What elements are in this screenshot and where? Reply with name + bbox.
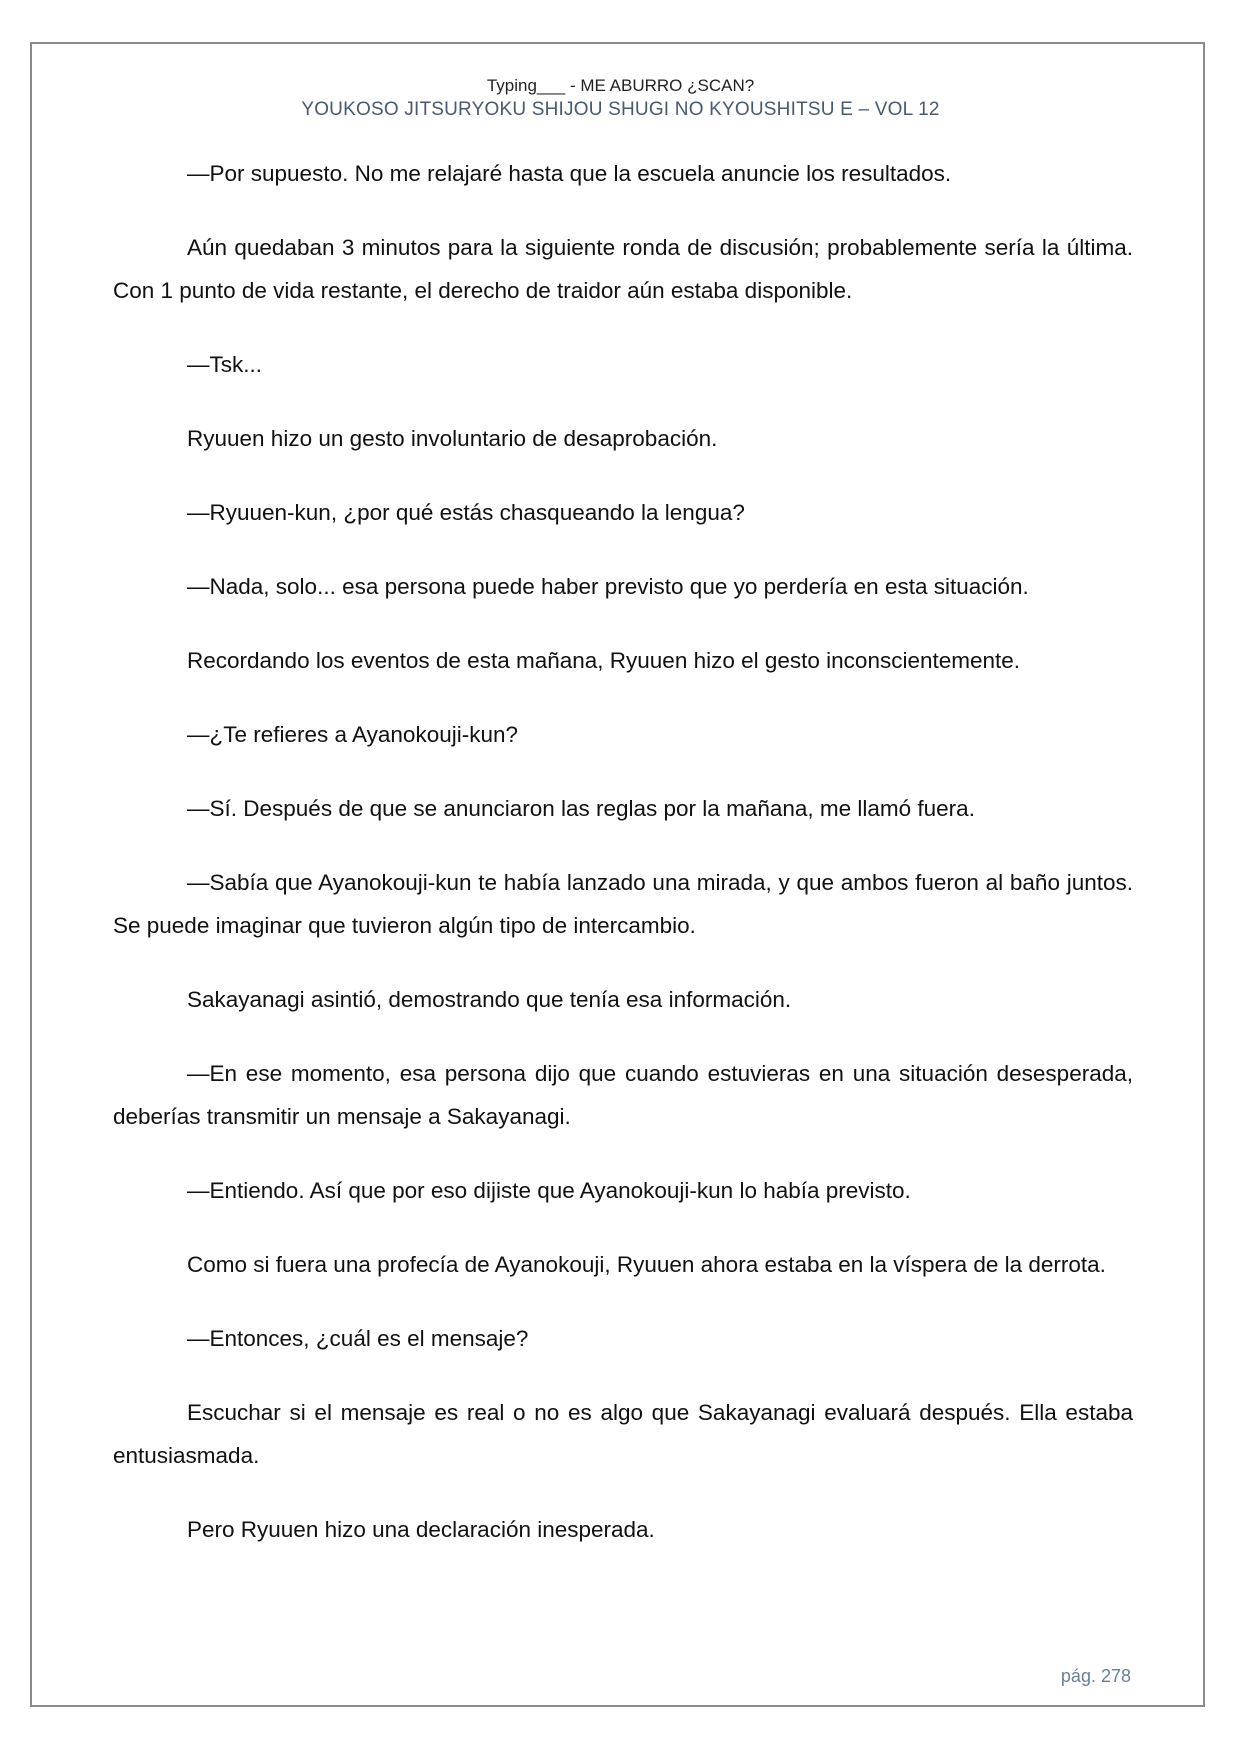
- page-body: [113, 152, 1133, 1582]
- paragraph-2: Aún quedaban 3 minutos para la siguiente ronda de discusión; probablemente sería la última. Con 1 punto de vida restante, el derecho de traidor aún estaba disponible.: [113, 235, 1133, 303]
- paragraph-12: —En ese momento, esa persona dijo que cuando estuvieras en una situación desesperada, deberías transmitir un mensaje a Sakayanagi.: [113, 1061, 1133, 1129]
- paragraph-16: Escuchar si el mensaje es real o no es algo que Sakayanagi evaluará después. Ella estaba entusiasmada.: [113, 1400, 1133, 1468]
- page-number: pág. 278: [1060, 1666, 1131, 1686]
- paragraph-15: —Entonces, ¿cuál es el mensaje?: [187, 1326, 529, 1351]
- paragraph-6: —Nada, solo... esa persona puede haber previsto que yo perdería en esta situación.: [187, 574, 1029, 599]
- paragraph-9: —Sí. Después de que se anunciaron las reglas por la mañana, me llamó fuera.: [187, 796, 975, 821]
- paragraph-5: —Ryuuen-kun, ¿por qué estás chasqueando la lengua?: [187, 500, 745, 525]
- page-header: [0, 75, 1241, 123]
- paragraph-11: Sakayanagi asintió, demostrando que tenía esa información.: [187, 987, 792, 1012]
- paragraph-8: —¿Te refieres a Ayanokouji-kun?: [187, 722, 519, 747]
- paragraph-17: Pero Ryuuen hizo una declaración inesperada.: [187, 1517, 655, 1542]
- paragraph-4: Ryuuen hizo un gesto involuntario de desaprobación.: [187, 426, 718, 451]
- paragraph-10: —Sabía que Ayanokouji-kun te había lanzado una mirada, y que ambos fueron al baño juntos. Se puede imaginar que tuvieron algún tipo de intercambio.: [113, 870, 1133, 938]
- paragraph-1: —Por supuesto. No me relajaré hasta que la escuela anuncie los resultados.: [187, 161, 952, 186]
- paragraph-3: —Tsk...: [187, 352, 263, 377]
- header-book-title: YOUKOSO JITSURYOKU SHIJOU SHUGI NO KYOUSHITSU E – VOL 12: [301, 99, 940, 120]
- paragraph-14: Como si fuera una profecía de Ayanokouji, Ryuuen ahora estaba en la víspera de la derrota.: [187, 1252, 1106, 1277]
- paragraph-13: —Entiendo. Así que por eso dijiste que Ayanokouji-kun lo había previsto.: [187, 1178, 911, 1203]
- header-scan-credit: Typing___ - ME ABURRO ¿SCAN?: [486, 76, 755, 95]
- paragraph-7: Recordando los eventos de esta mañana, Ryuuen hizo el gesto inconscientemente.: [187, 648, 1021, 673]
